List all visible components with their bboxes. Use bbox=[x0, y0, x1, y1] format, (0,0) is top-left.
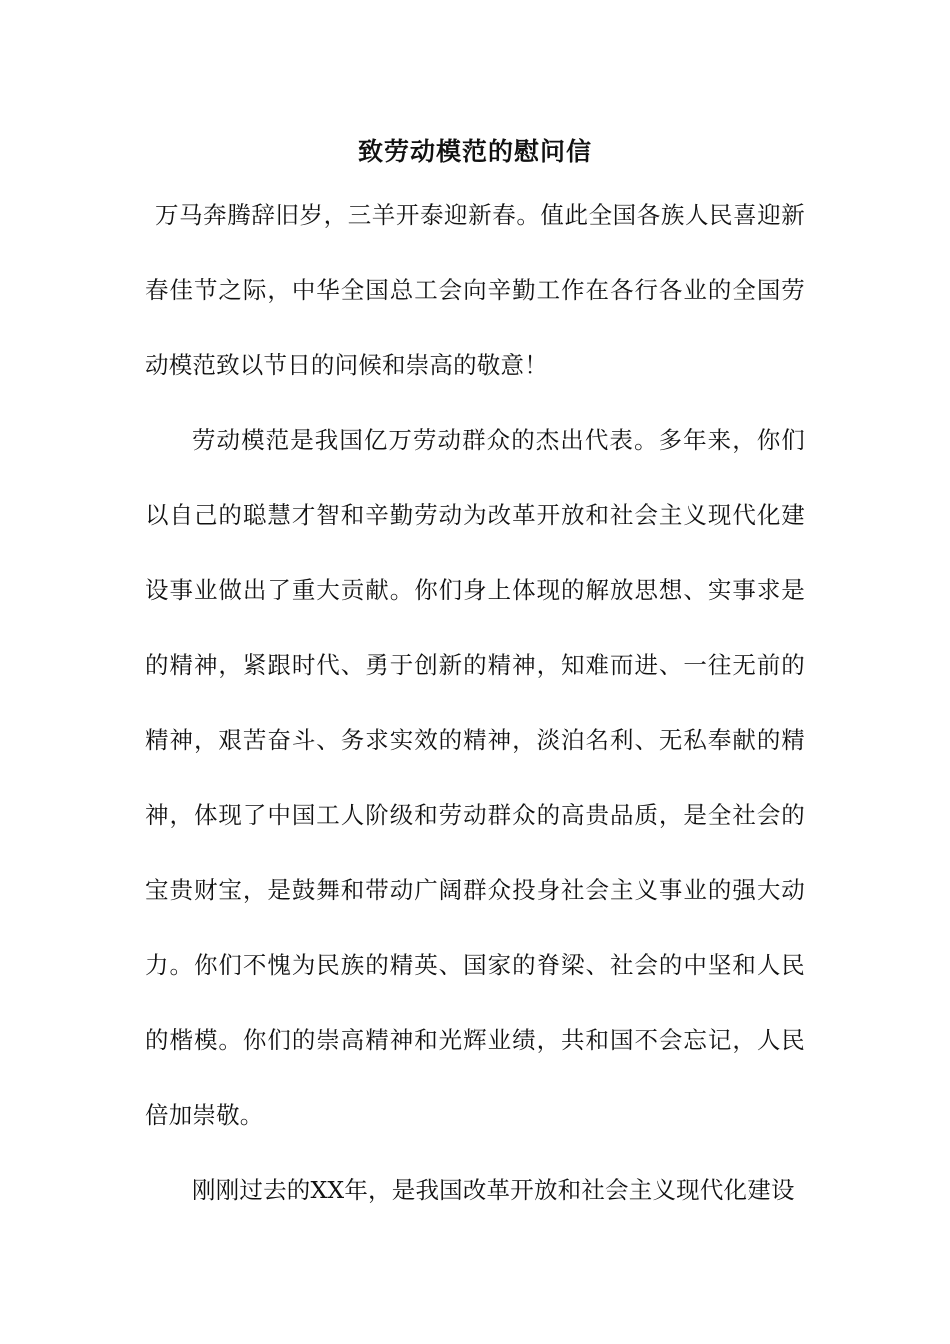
paragraph-tribute: 劳动模范是我国亿万劳动群众的杰出代表。多年来，你们以自己的聪慧才智和辛勤劳动为改革开放和社会主义现代化建设事业做出了重大贡献。你们身上体现的解放思想、实事求是的精神，紧跟时代、勇于创新的精神，知难而进、一往无前的精神，艰苦奋斗、务求实效的精神，淡泊名利、无私奉献的精神，体现了中国工人阶级和劳动群众的高贵品质，是全社会的宝贵财宝，是鼓舞和带动广阔群众投身社会主义事业的强大动力。你们不愧为民族的精英、国家的脊梁、社会的中坚和人民的楷模。你们的崇高精神和光辉业绩，共和国不会忘记，人民倍加崇敬。 bbox=[145, 426, 805, 1129]
paragraph-review: 刚刚过去的XX年，是我国改革开放和社会主义现代化建设 bbox=[192, 1176, 795, 1204]
paragraph-greeting: 万马奔腾辞旧岁，三羊开泰迎新春。值此全国各族人民喜迎新春佳节之际，中华全国总工会向辛勤工作在各行各业的全国劳动模范致以节日的问候和崇高的敬意！ bbox=[145, 201, 805, 379]
document-title: 致劳动模范的慰问信 bbox=[357, 137, 592, 166]
document-body bbox=[145, 178, 805, 1228]
